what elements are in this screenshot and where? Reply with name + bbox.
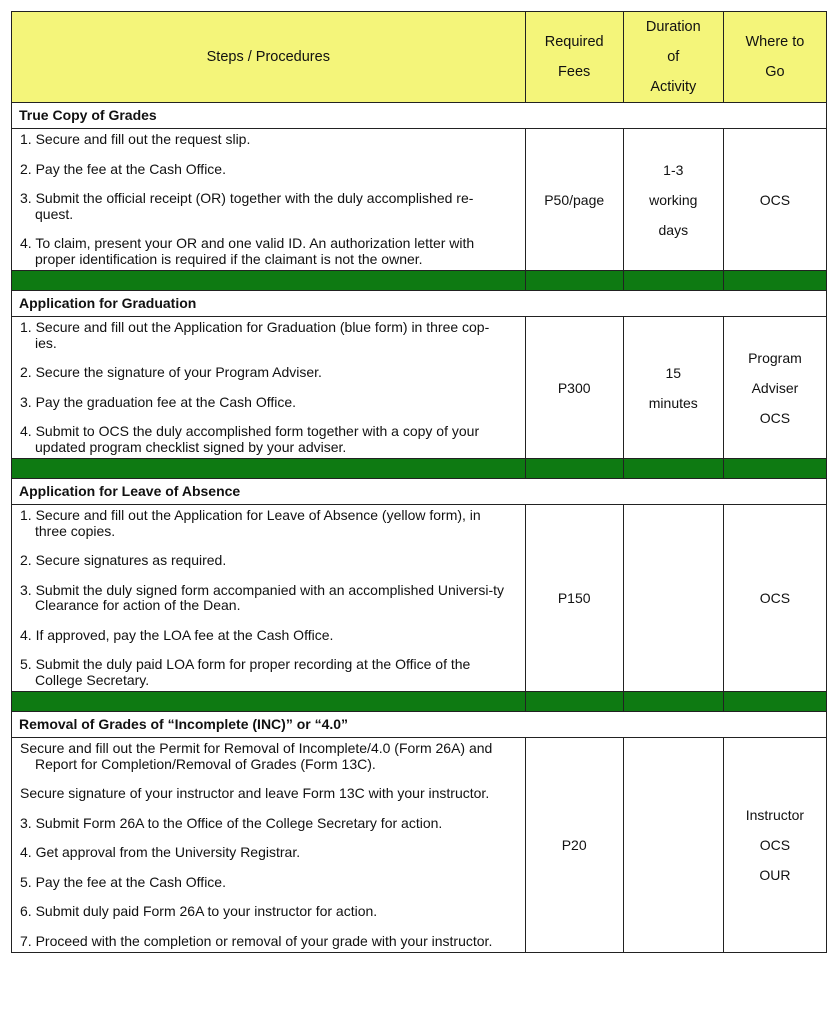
step-item: 2. Secure the signature of your Program Adviser. — [20, 364, 322, 380]
header-steps — [12, 12, 526, 103]
step-item: 2. Secure signatures as required. — [20, 552, 227, 568]
header-duration-line: Duration — [645, 19, 701, 35]
step-item: 1. Secure and fill out the Application for Graduation (blue form) in three cop-ies. — [20, 319, 490, 351]
where-cell — [723, 317, 826, 459]
divider-cell — [525, 271, 623, 291]
section-title: True Copy of Grades — [12, 103, 827, 129]
duration-line: days — [658, 221, 689, 238]
section-title: Application for Leave of Absence — [12, 479, 827, 505]
header-where — [723, 12, 826, 103]
divider-cell — [723, 459, 826, 479]
step-item: 5. Pay the fee at the Cash Office. — [20, 873, 226, 890]
fee-cell: P20 — [525, 738, 623, 953]
header-duration-line: of — [667, 49, 680, 65]
section-title: Removal of Grades of “Incomplete (INC)” or “4.0” — [12, 712, 827, 738]
fee-cell: P150 — [525, 505, 623, 692]
step-item: 4. If approved, pay the LOA fee at the Cash Office. — [20, 626, 334, 643]
section-title-row — [12, 103, 827, 129]
step-item: 1. Secure and fill out the Application for Leave of Absence (yellow form), in three copies. — [20, 507, 481, 539]
step-item: Secure and fill out the Permit for Removal of Incomplete/4.0 (Form 26A) and Report for Completion/Removal of Grades (Form 13C). — [20, 740, 493, 772]
procedure-row — [12, 317, 827, 459]
divider-cell — [12, 692, 526, 712]
divider-cell — [525, 692, 623, 712]
section-title: Application for Graduation — [12, 291, 827, 317]
duration-line: minutes — [648, 394, 698, 411]
where-line: OCS — [759, 191, 791, 208]
fee-cell: P50/page — [525, 129, 623, 271]
divider-cell — [525, 459, 623, 479]
header-duration-line: Activity — [650, 79, 697, 95]
header-fees-line: Required — [544, 34, 604, 50]
section-title-row — [12, 479, 827, 505]
where-cell — [723, 129, 826, 271]
procedure-row — [12, 738, 827, 953]
divider-cell — [723, 271, 826, 291]
step-item: 3. Submit the duly signed form accompanied with an accomplished Universi-ty Clearance for action of the Dean. — [20, 581, 505, 613]
step-item: 4. To claim, present your OR and one valid ID. An authorization letter with proper identification is required if the claimant is not the owner. — [20, 235, 475, 267]
steps-cell — [12, 129, 526, 271]
step-item: 7. Proceed with the completion or removal of your grade with your instructor. — [20, 932, 493, 949]
where-line: Instructor — [745, 807, 805, 823]
header-where-line: Where to — [745, 34, 805, 50]
header-row — [12, 12, 827, 103]
step-item: 5. Submit the duly paid LOA form for proper recording at the Office of the College Secretary. — [20, 656, 471, 688]
where-line: OCS — [759, 409, 791, 426]
steps-cell — [12, 317, 526, 459]
section-title-row — [12, 712, 827, 738]
duration-cell — [623, 129, 723, 271]
duration-line: working — [649, 191, 698, 208]
procedure-row — [12, 129, 827, 271]
step-item: Secure signature of your instructor and leave Form 13C with your instructor. — [20, 785, 490, 801]
procedures-table — [11, 11, 827, 953]
header-fees — [525, 12, 623, 103]
section-divider — [12, 459, 827, 479]
duration-line: 15 — [665, 364, 682, 381]
where-line: Adviser — [751, 379, 799, 396]
step-item: 3. Submit Form 26A to the Office of the College Secretary for action. — [20, 814, 443, 831]
section-title-row — [12, 291, 827, 317]
step-item: 4. Get approval from the University Registrar. — [20, 844, 301, 860]
divider-cell — [623, 692, 723, 712]
header-duration — [623, 12, 723, 103]
where-cell — [723, 738, 826, 953]
steps-cell — [12, 505, 526, 692]
where-line: Program — [748, 349, 802, 366]
header-steps-label: Steps / Procedures — [206, 49, 330, 65]
step-item: 6. Submit duly paid Form 26A to your instructor for action. — [20, 903, 378, 919]
table-body — [12, 103, 827, 953]
header-where-line: Go — [765, 64, 785, 80]
step-item: 3. Submit the official receipt (OR) together with the duly accomplished re-quest. — [20, 190, 474, 222]
where-cell — [723, 505, 826, 692]
header-fees-line: Fees — [558, 64, 591, 80]
step-item: 2. Pay the fee at the Cash Office. — [20, 160, 226, 177]
step-item: 4. Submit to OCS the duly accomplished form together with a copy of your updated program checklist signed by your adviser. — [20, 423, 480, 455]
section-divider — [12, 271, 827, 291]
step-item: 3. Pay the graduation fee at the Cash Office. — [20, 393, 297, 410]
duration-cell — [623, 738, 723, 953]
steps-cell — [12, 738, 526, 953]
section-divider — [12, 692, 827, 712]
duration-cell — [623, 505, 723, 692]
where-line: OCS — [759, 837, 791, 853]
duration-cell — [623, 317, 723, 459]
where-line: OUR — [759, 867, 791, 883]
step-item: 1. Secure and fill out the request slip. — [20, 131, 251, 147]
divider-cell — [12, 271, 526, 291]
divider-cell — [623, 459, 723, 479]
divider-cell — [12, 459, 526, 479]
procedure-row — [12, 505, 827, 692]
divider-cell — [623, 271, 723, 291]
where-line: OCS — [759, 590, 791, 606]
fee-cell: P300 — [525, 317, 623, 459]
divider-cell — [723, 692, 826, 712]
duration-line: 1-3 — [663, 161, 684, 178]
